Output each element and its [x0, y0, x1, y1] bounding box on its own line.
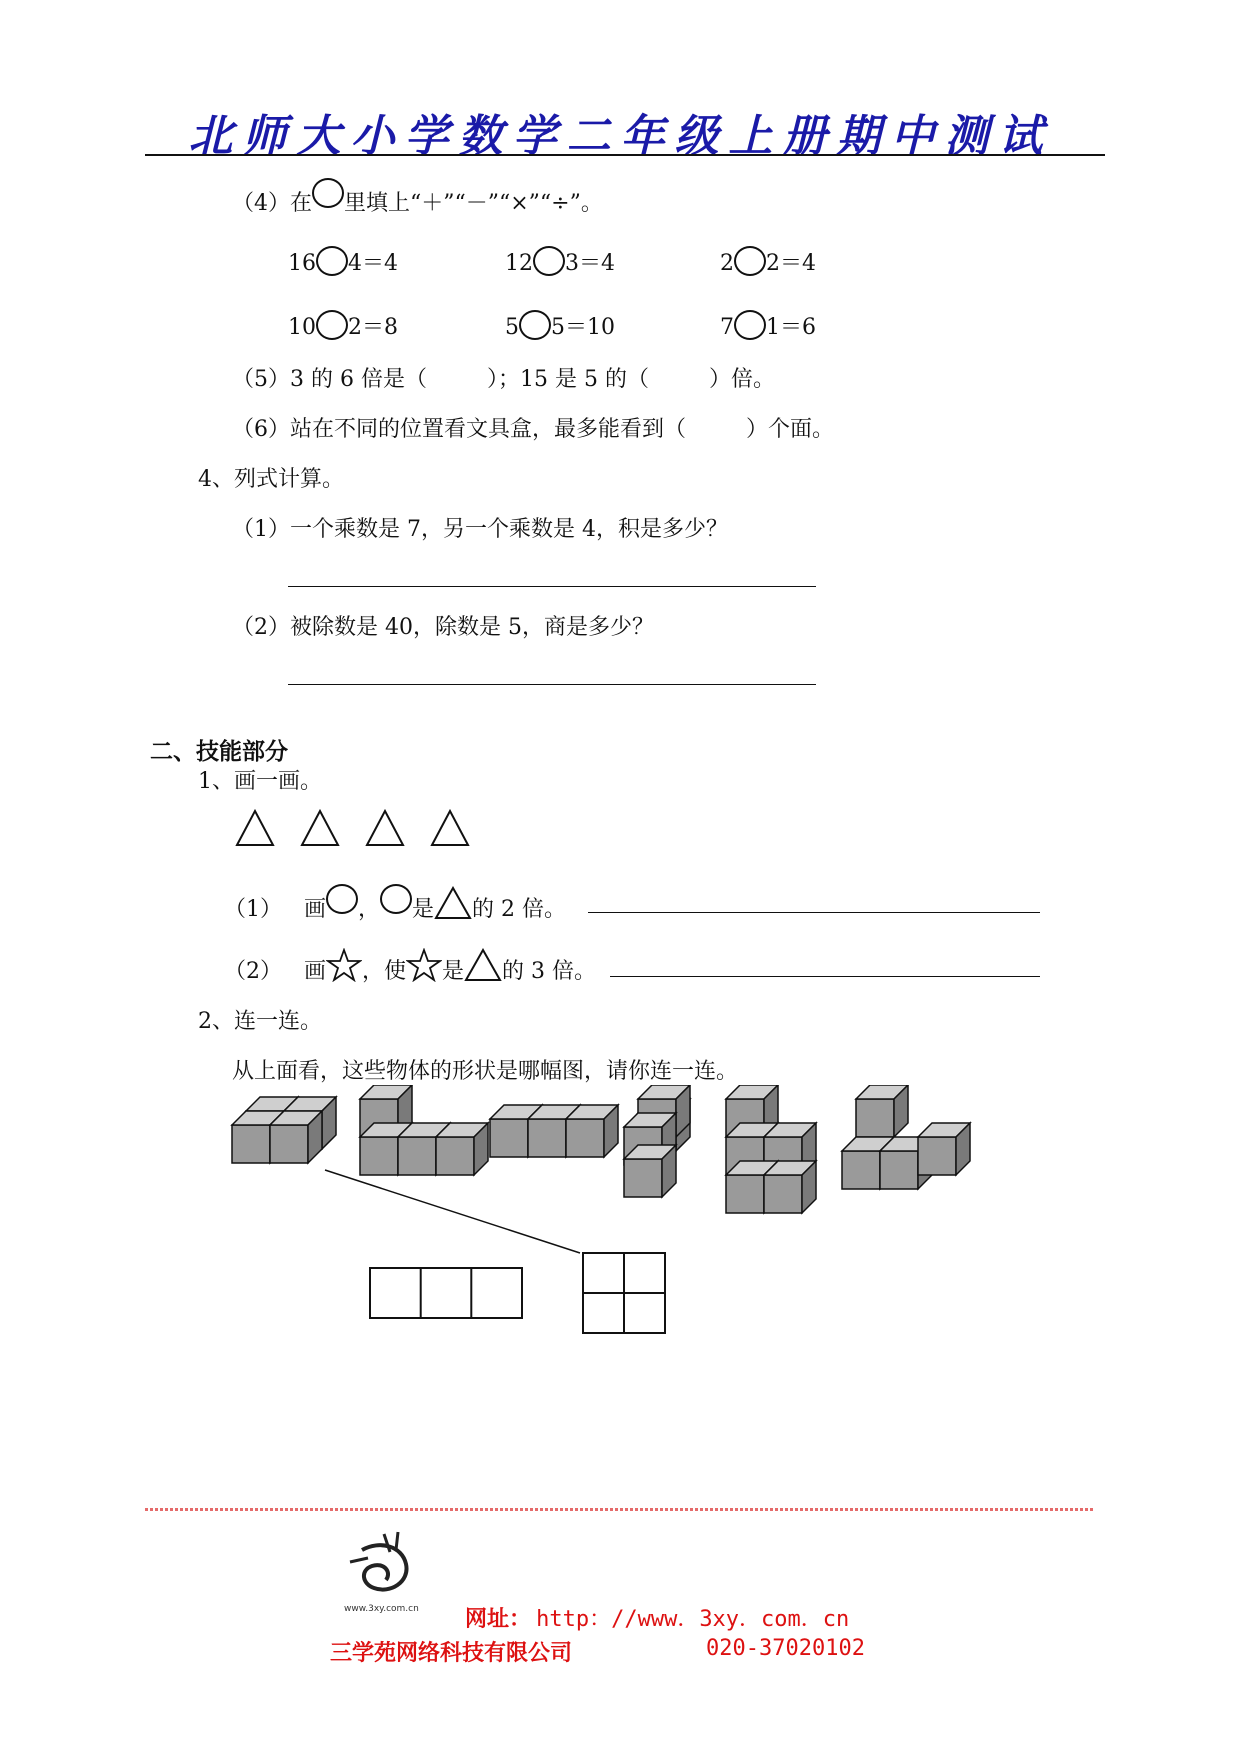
logo-icon [340, 1530, 430, 1605]
triangle-icon [302, 811, 338, 845]
circle-icon [326, 884, 358, 914]
equation-right: 5＝10 [551, 315, 615, 340]
cube [624, 1145, 676, 1197]
draw-item-1 [224, 884, 566, 923]
footer-divider [145, 1508, 1095, 1511]
equation-left: 12 [505, 251, 533, 276]
s4-item-2: （2）被除数是 40，除数是 5，商是多少？ [232, 615, 654, 640]
cube [856, 1085, 908, 1137]
equation-2 [505, 246, 615, 277]
cube-figures [230, 1085, 1090, 1345]
equation-right: 4＝4 [348, 251, 398, 276]
q6-text-2: ）个面。 [746, 417, 835, 442]
draw-title: 1、画一画。 [198, 769, 322, 794]
page-title: 北师大小学数学二年级上册期中测试 [188, 111, 1053, 162]
cube [436, 1123, 488, 1175]
top-view-option[interactable] [583, 1253, 665, 1333]
draw-text: ， [358, 897, 381, 922]
answer-line[interactable] [288, 684, 816, 685]
equation-left: 2 [720, 251, 734, 276]
star-icon [406, 948, 442, 982]
equation-right: 2＝4 [766, 251, 816, 276]
header-divider [145, 154, 1105, 156]
operator-blank[interactable] [734, 246, 766, 276]
equation-right: 1＝6 [766, 315, 816, 340]
s4-item-1: （1）一个乘数是 7，另一个乘数是 4，积是多少？ [232, 517, 728, 542]
equation-5 [505, 310, 615, 341]
operator-blank[interactable] [533, 246, 565, 276]
draw-text: ，使 [362, 959, 407, 984]
q6 [232, 412, 834, 443]
star-icon [326, 948, 362, 982]
s4-title: 4、列式计算。 [198, 467, 344, 492]
equation-right: 3＝4 [565, 251, 615, 276]
equation-6 [720, 310, 816, 341]
drawing-line[interactable] [588, 912, 1040, 913]
connection-line[interactable] [325, 1170, 580, 1253]
equation-right: 2＝8 [348, 315, 398, 340]
operator-blank[interactable] [734, 310, 766, 340]
phone-number: 020-37020102 [706, 1636, 865, 1661]
cube [270, 1111, 322, 1163]
q5-text-3: ）倍。 [708, 367, 775, 392]
operator-blank[interactable] [316, 310, 348, 340]
operator-blank[interactable] [519, 310, 551, 340]
website-link[interactable]: http：//www．3xy．com．cn [536, 1607, 850, 1632]
triangle-icon [432, 811, 468, 845]
triangle-icon [237, 811, 273, 845]
equation-1 [288, 246, 398, 277]
company-name: 三学苑网络科技有限公司 [330, 1641, 573, 1666]
operator-blank[interactable] [316, 246, 348, 276]
draw-item-2 [224, 948, 596, 985]
equation-left: 10 [288, 315, 316, 340]
url-label: 网址： [465, 1607, 532, 1632]
circle-icon [312, 178, 344, 208]
triangle-icon [367, 811, 403, 845]
section-heading: 二、技能部分 [150, 739, 288, 765]
circle-icon [380, 884, 412, 914]
equation-4 [288, 310, 398, 341]
q4-prompt-pre: （4）在 [232, 191, 312, 216]
triangle-icon [464, 948, 502, 982]
q5-text-1: （5）3 的 6 倍是（ [232, 367, 427, 392]
connect-title: 2、连一连。 [198, 1009, 322, 1034]
triangle-icon [434, 886, 472, 920]
equation-left: 16 [288, 251, 316, 276]
footer-url-row [465, 1602, 849, 1633]
draw-text: 画 [304, 897, 327, 922]
q4-prompt [232, 178, 603, 217]
cube [918, 1123, 970, 1175]
equation-left: 7 [720, 315, 734, 340]
connect-instruction: 从上面看，这些物体的形状是哪幅图，请你连一连。 [232, 1059, 739, 1084]
draw-text: 的 2 倍。 [472, 897, 567, 922]
cube [764, 1161, 816, 1213]
q6-text-1: （6）站在不同的位置看文具盒，最多能看到（ [232, 417, 686, 442]
q5 [232, 362, 775, 393]
q5-text-2: ）；15 是 5 的（ [486, 367, 649, 392]
equation-left: 5 [505, 315, 519, 340]
item-number: （1） [224, 897, 282, 922]
drawing-line[interactable] [610, 976, 1040, 977]
q4-prompt-post: 里填上“＋”“－”“×”“÷”。 [344, 191, 603, 216]
cube [566, 1105, 618, 1157]
top-view-option[interactable] [370, 1268, 522, 1318]
draw-text: 是 [412, 897, 435, 922]
draw-text: 画 [304, 959, 327, 984]
triangle-row [235, 808, 485, 848]
answer-line[interactable] [288, 586, 816, 587]
draw-text: 是 [442, 959, 465, 984]
item-number: （2） [224, 959, 282, 984]
logo-text: www.3xy.com.cn [344, 1604, 419, 1614]
draw-text: 的 3 倍。 [502, 959, 597, 984]
equation-3 [720, 246, 816, 277]
